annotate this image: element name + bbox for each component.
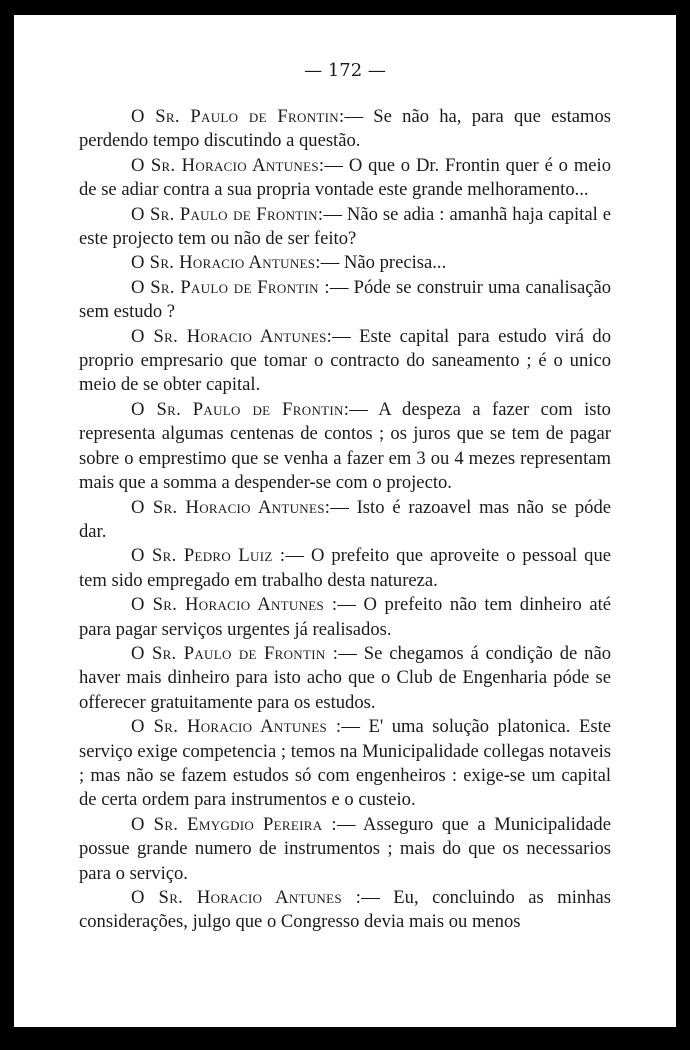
speech-text: — Eu, concluindo as minhas considerações, julgo que o Congresso devia mais ou menos — [79, 887, 611, 933]
speaker-name: O Sr. Horacio Antunes : — [131, 887, 362, 908]
speaker-name: O Sr. Pedro Luiz : — [131, 545, 286, 567]
speech-text: — Se chegamos á condição de não haver mais dinheiro para isto acho que o Club de Engenharia póde se offerecer gratuitamente para os estudos. — [79, 642, 611, 713]
paragraph — [79, 105, 611, 154]
speaker-name: O Sr. Paulo de Frontin : — [131, 642, 339, 664]
book-page — [14, 15, 676, 1027]
speech-text: — O que o Dr. Frontin quer é o meio de se adiar contra a sua propria vontade este grande melhoramento... — [79, 154, 612, 201]
speech-text: — E' uma solução platonica. Este serviço exige competencia ; temos na Municipalidade collegas notaveis ; mas não se fazem estudos só com engenheiros : exige-se um capital de certa ordem para instrumentos e o custeio. — [79, 716, 611, 811]
paragraph — [79, 154, 611, 203]
paragraph — [79, 642, 611, 715]
speech-text: — Se não ha, para que estamos perdendo tempo discutindo a questão. — [79, 106, 611, 152]
paragraph — [79, 715, 611, 813]
page-number: — 172 — — [304, 60, 386, 81]
page-body — [79, 105, 611, 935]
speaker-name: O Sr. Paulo de Frontin : — [131, 276, 330, 298]
speech-text: — Isto é razoavel mas não se póde dar. — [79, 496, 611, 542]
speaker-name: O Sr. Horacio Antunes: — [131, 325, 333, 347]
paragraph — [79, 496, 611, 545]
speech-text: — Póde se construir uma canalisação sem estudo ? — [79, 276, 611, 323]
paragraph — [79, 398, 611, 496]
paragraph — [79, 276, 611, 325]
speaker-name: O Sr. Horacio Antunes: — [131, 154, 325, 176]
speaker-name: O Sr. Paulo de Frontin: — [131, 203, 324, 225]
paragraph — [79, 813, 611, 886]
paragraph — [79, 544, 611, 593]
speech-text: — Não se adia : amanhã haja capital e este projecto tem ou não de ser feito? — [79, 203, 611, 250]
speaker-name: O Sr. Paulo de Frontin: — [131, 106, 345, 127]
speaker-name: O Sr. Horacio Antunes : — [131, 716, 342, 738]
speaker-name: O Sr. Horacio Antunes: — [131, 252, 321, 274]
speech-text: — O prefeito não tem dinheiro até para pagar serviços urgentes já realisados. — [79, 594, 611, 640]
paragraph — [79, 325, 611, 398]
speaker-name: O Sr. Horacio Antunes: — [131, 496, 331, 518]
paragraph — [79, 203, 611, 252]
speech-text: — Asseguro que a Municipalidade possue grande numero de instrumentos ; mais do que os necessarios para o serviço. — [79, 813, 611, 884]
speaker-name: O Sr. Horacio Antunes : — [131, 594, 338, 616]
paragraph — [79, 251, 611, 275]
speaker-name: O Sr. Emygdio Pereira : — [131, 813, 337, 835]
paragraph — [79, 593, 611, 642]
speech-text: — Este capital para estudo virá do proprio empresario que tomar o contracto do saneamento ; é o unico meio de se obter capital. — [79, 325, 612, 396]
speaker-name: O Sr. Paulo de Frontin: — [131, 398, 350, 420]
speech-text: — Não precisa... — [320, 252, 447, 274]
speech-text: — A despeza a fazer com isto representa algumas centenas de contos ; os juros que se tem de pagar sobre o emprestimo que se venha a fazer em 3 ou 4 mezes representam mais que a somma a despender-se com o projecto. — [79, 398, 611, 494]
speech-text: — O prefeito que aproveite o pessoal que tem sido empregado em trabalho desta natureza. — [79, 545, 612, 591]
paragraph — [79, 886, 611, 935]
